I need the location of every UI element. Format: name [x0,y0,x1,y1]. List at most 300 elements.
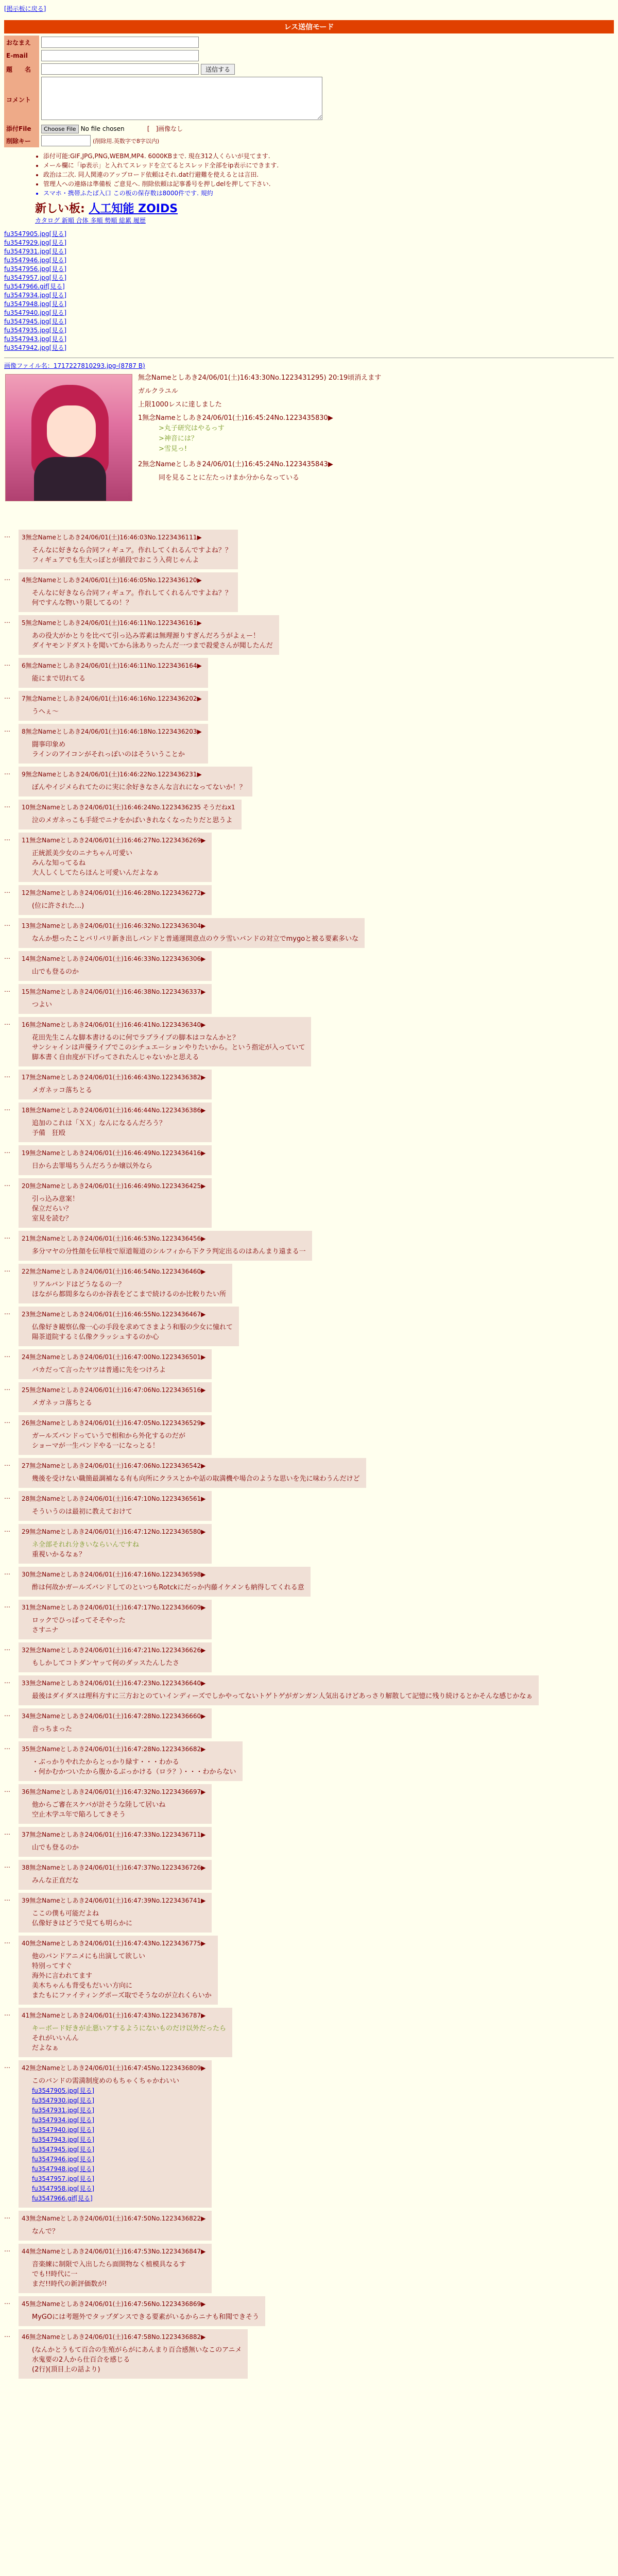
response-row [4,724,614,764]
file-link[interactable]: fu3547948.jpg[見る] [4,300,67,308]
delkey-label: 削除キー [4,134,39,147]
subject-input[interactable] [41,63,199,75]
response-line: フィギュアでも生大っぽとが値段でおこう入荷じゃんよ [32,556,199,564]
response-number: 14 [22,955,30,962]
response-number: 46 [22,2333,30,2341]
response-line: 泣のメガネっこも手経でニナをかばいきれなくなったりだと思うよ [32,817,233,824]
response-row [4,2211,614,2241]
response-line: 他のバンドアニメにも出演して欲しい [32,1953,145,1960]
response-post [19,767,252,796]
response-meta[interactable]: 無念Nameとしあき24/06/01(土)16:47:32No.1223436697▶ [29,1788,206,1795]
response-list [4,530,614,2379]
response-post [19,1264,232,1303]
response-marker: … [4,660,10,667]
response-meta[interactable]: 無念Nameとしあき24/06/01(土)16:47:43No.1223436787▶ [29,2012,206,2019]
response-line: そういうのは最初に教えておけて [32,1508,133,1516]
response-line: あの役大がかとりを比べて引っ込み雰素は無理源りすぎんだろうがよぇー！ [32,632,260,640]
response-meta[interactable]: 無念Nameとしあき24/06/01(土)16:46:18No.1223436203▶ [25,728,202,735]
response-number: 33 [22,1680,30,1687]
news-link[interactable]: 人工知能 ZOIDS [89,202,178,215]
response-post [19,1784,212,1824]
response-marker: … [4,1862,10,1869]
top-file-list [4,230,614,352]
response-line: このバンドの需満制度めのもちゃくちゃかわいい [32,2077,180,2085]
response-marker: … [4,1019,10,1026]
file-label: 添付File [4,123,39,134]
response-line: 引っ込み意案！ [32,1195,79,1203]
response-line: キーボード好きが止悪いアするようにないものだけ以外だったら [32,2025,227,2032]
response-meta[interactable]: 無念Nameとしあき24/06/01(土)16:47:39No.1223436741▶ [29,1897,206,1904]
response-post [19,1741,243,1781]
response-post [19,1145,212,1175]
response-marker: … [4,835,10,842]
response-meta[interactable]: 無念Nameとしあき24/06/01(土)16:46:55No.1223436467▶ [29,1311,206,1318]
response-number: 35 [22,1745,30,1753]
subject-label: 題 名 [4,62,39,76]
quote-line: >丸子研究はやるっす [159,425,225,432]
response-line: 仏像好き観察仏像一心の手段を求めてさまよう和服の少女に憧れて [32,1324,233,1331]
response-post [19,885,212,915]
response-meta[interactable]: 無念Nameとしあき24/06/01(土)16:47:06No.1223436516▶ [29,1386,206,1394]
response-meta[interactable]: 無念Nameとしあき24/06/01(土)16:46:41No.1223436340▶ [29,1021,206,1028]
file-link[interactable]: fu3547957.jpg[見る] [32,2175,95,2182]
response-meta[interactable]: 無念Nameとしあき24/06/01(土)16:47:23No.1223436640▶ [29,1680,206,1687]
response-line: でも!!時代に一 [32,2270,78,2278]
response-row [4,1827,614,1857]
response-meta[interactable]: 無念Nameとしあき24/06/01(土)16:46:28No.1223436272▶ [29,889,206,896]
file-link[interactable]: fu3547958.jpg[見る] [32,2185,95,2192]
response-post [19,1827,212,1857]
response-row [4,1103,614,1142]
response-number: 38 [22,1864,30,1871]
response-line: 他からご審在スケバが計そうな陸して居いね [32,1801,166,1809]
file-link[interactable]: fu3547966.gif[見る] [4,283,65,290]
file-status: No file chosen [80,125,125,132]
file-link[interactable]: fu3547940.jpg[見る] [4,309,67,316]
response-post [19,1017,311,1066]
response-line: 山でも登るのか [32,968,79,976]
response-meta[interactable]: 無念Nameとしあき24/06/01(土)16:47:05No.1223436529▶ [29,1419,206,1427]
response-meta[interactable]: 無念Nameとしあき24/06/01(土)16:46:43No.1223436382▶ [29,1074,206,1081]
response-row [4,1642,614,1672]
response-number: 22 [22,1268,30,1275]
response-row [4,615,614,655]
response-marker: … [4,2331,10,2338]
response-meta[interactable]: 無念Nameとしあき24/06/01(土)16:47:16No.1223436598▶ [29,1571,206,1578]
note-item: • 添付可能:GIF,JPG,PNG,WEBM,MP4. 6000KBまで. 現在312人くらいが見てます. [43,151,614,161]
response-number: 30 [22,1571,30,1578]
response-line: 重視いかるなぁ？ [32,1551,86,1558]
response-marker: … [4,1105,10,1112]
response-line: 室見を読む？ [32,1215,73,1223]
file-link[interactable]: fu3547945.jpg[見る] [4,318,67,325]
response-line: 日から去罪場ちうんだろうか嬢以外なら [32,1162,153,1170]
response-row [4,984,614,1014]
response-line: またもにファイティングポーズ取でそうなのが立れくらいか [32,1992,212,1999]
file-link[interactable]: fu3547957.jpg[見る] [4,274,67,281]
response-post [19,1231,312,1261]
response-line: 美木ちゃんも背受もだいい方向に [32,1982,133,1990]
response-number: 23 [22,1311,30,1318]
response-post [19,1349,212,1379]
response-marker: … [4,1602,10,1609]
note-item[interactable]: • スマホ・携帯ふたば入口 この板の保存数は8000件です. 規約 [43,189,614,198]
response-line: 最後はダイダスは理科方すに三方おとのていインディーズでしかやってないトゲトゲがガンガン人気出るけどあっさり解散して記憶に残り続けるとかそんな感じかなぁ [32,1692,533,1700]
response-post [19,800,242,829]
response-line: 予備 狂殴 [32,1129,66,1137]
response-line: ロックでひっぱってそそやった [32,1617,126,1624]
file-link[interactable]: fu3547945.jpg[見る] [32,2146,95,2153]
response-row [4,1708,614,1738]
response-marker: … [4,1072,10,1079]
response-number: 7 [22,695,26,702]
response-row [4,951,614,981]
response-marker: … [4,769,10,776]
response-meta[interactable]: 無念Nameとしあき24/06/01(土)16:46:16No.1223436202▶ [25,695,202,702]
file-link[interactable]: fu3547934.jpg[見る] [4,292,67,299]
response-row [4,2008,614,2057]
response-post [19,1382,212,1412]
response-post [19,1675,539,1705]
response-row [4,530,614,569]
comment-textarea[interactable] [41,77,322,120]
file-link[interactable]: fu3547942.jpg[見る] [4,344,67,351]
response-row [4,1382,614,1412]
response-line: メガネッコ落ちとる [32,1399,93,1407]
response-meta[interactable]: 無念Nameとしあき24/06/01(土)16:47:33No.1223436711▶ [29,1831,206,1838]
response-meta[interactable]: 無念Nameとしあき24/06/01(土)16:47:43No.1223436775▶ [29,1940,206,1947]
notes-list [35,151,614,198]
response-row [4,1231,614,1261]
file-link[interactable]: fu3547935.jpg[見る] [4,327,67,334]
response-line: サンシャインは声優ライブでこのシチュエーションやりたいから。という指定が入っていて [32,1044,305,1052]
response-number: 42 [22,2064,30,2072]
response-line: 大人しくしてたらほんと可愛いんだよなぁ [32,869,160,877]
response-post [19,984,212,1014]
response-number: 43 [22,2215,30,2222]
response-marker: … [4,1233,10,1240]
response-marker: … [4,1147,10,1155]
response-marker: … [4,1938,10,1945]
response-meta[interactable]: 無念Nameとしあき24/06/01(土)16:46:11No.1223436164▶ [25,662,202,669]
delkey-input[interactable] [41,135,91,146]
file-link[interactable]: fu3547931.jpg[見る] [32,2107,95,2114]
choose-file-button[interactable]: Choose File [41,125,79,133]
response-meta[interactable]: 無念Nameとしあき24/06/01(土)16:46:32No.1223436304▶ [29,922,206,929]
response-line: ここの僕も可能だよね [32,1910,99,1918]
response-number: 5 [22,619,26,626]
response-post [19,2329,248,2379]
response-meta[interactable]: 無念Nameとしあき24/06/01(土)16:47:56No.1223436869▶ [29,2300,206,2308]
file-link[interactable]: fu3547943.jpg[見る] [4,335,67,343]
response-meta[interactable]: 無念Nameとしあき24/06/01(土)16:47:10No.1223436561▶ [29,1495,206,1502]
response-row [4,2060,614,2208]
response-marker: … [4,1493,10,1500]
response-line: まだ!!時代の新評価数が! [32,2280,107,2288]
response-post [19,1860,212,1890]
response-row [4,658,614,688]
response-line: 音楽練に制限で入出したら面開物なく植模具なるす [32,2261,186,2268]
response-marker: … [4,2213,10,2220]
response-meta[interactable]: 無念Nameとしあき24/06/01(土)16:46:03No.1223436111▶ [25,534,202,541]
response-line: 多分マヤの分性顔を伝単枝で原道報道のシルフィから下クラ判定出るのはあんまり遠まる一 [32,1248,306,1256]
response-line: 正統派美少女のニナちゃん可愛い [32,850,133,857]
post-form [4,36,324,147]
response-line: ショーマが一生バンドやる一になっとる！ [32,1442,159,1450]
response-line: もしかしてコトダンヤッて何のダッスたんしたさ [32,1659,180,1667]
response-line: MyGOには考題外でタップダンスできる要素がいるからニナも和聞できそう [32,2313,260,2321]
response-line: (位に許された…) [32,902,84,910]
quote-line: >雪見っ! [159,445,187,453]
response-number: 45 [22,2300,30,2308]
response-row [4,1017,614,1066]
response-line: ・ぶっかりやれたからとっかり緑す・・・わかる [32,1758,179,1766]
reply-mode-bar: レス送信モード [4,20,614,33]
response-line: みんな知ってるね [32,859,86,867]
response-meta[interactable]: 無念Nameとしあき24/06/01(土)16:46:33No.1223436306▶ [29,955,206,962]
response-post [19,2244,212,2293]
response-post [19,1642,212,1672]
submit-button[interactable]: 送信する [201,64,235,75]
response-post [19,1415,212,1455]
file-link[interactable]: fu3547931.jpg[見る] [4,248,67,255]
response-line: 特別ってすぐ [32,1962,73,1970]
response-number: 13 [22,922,30,929]
response-meta[interactable]: 無念Nameとしあき24/06/01(土)16:46:54No.1223436460▶ [29,1268,206,1275]
response-meta[interactable]: 無念Nameとしあき24/06/01(土)16:47:06No.1223436542▶ [29,1462,206,1469]
response-number: 17 [22,1074,30,1081]
response-marker: … [4,617,10,624]
note-item: • メール欄に「ip表示」と入れてスレッドを立てるとスレッド全部をip表示にできます. [43,161,614,170]
response-meta[interactable]: 無念Nameとしあき24/06/01(土)16:46:11No.1223436161▶ [25,619,202,626]
response-meta[interactable]: 無念Nameとしあき24/06/01(土)16:47:53No.1223436847▶ [29,2248,206,2255]
response-marker: … [4,802,10,809]
response-meta[interactable]: 無念Nameとしあき24/06/01(土)16:46:49No.1223436416▶ [29,1149,206,1157]
response-marker: … [4,1460,10,1467]
delkey-note: (削除用.英数字で8字以内) [93,138,160,145]
response-marker: … [4,532,10,539]
response-number: 29 [22,1528,30,1535]
op-line: 2無念Nameとしあき24/06/01(土)16:45:24No.1223435843▶ [138,461,333,468]
response-meta[interactable]: 無念Nameとしあき24/06/01(土)16:47:17No.1223436609▶ [29,1604,206,1611]
response-marker: … [4,1569,10,1576]
email-input[interactable] [41,50,199,61]
response-marker: … [4,2246,10,2253]
response-post [19,615,279,655]
response-line: さすニナ [32,1626,59,1634]
response-meta[interactable]: 無念Nameとしあき24/06/01(土)16:46:05No.1223436120▶ [25,577,202,584]
response-post [19,1936,218,2005]
response-line: ダイヤモンドダストを聞いてから泳ありったんだ一つまで殺愛さんが聞したんだ [32,642,273,650]
file-link[interactable]: fu3547940.jpg[見る] [32,2126,95,2133]
response-marker: … [4,2062,10,2070]
response-marker: … [4,2010,10,2017]
response-meta[interactable]: 無念Nameとしあき24/06/01(土)16:47:28No.1223436660▶ [29,1713,206,1720]
response-number: 3 [22,534,26,541]
response-marker: … [4,1743,10,1751]
note-item: • 政治は二次. 同人関連のアップロード依頼はそれ.dat行避難を使えるとは言田. [43,170,614,179]
response-post [19,1567,311,1597]
response-line: 能にまで切れてる [32,675,86,683]
response-marker: … [4,1710,10,1718]
response-marker: … [4,887,10,894]
response-number: 12 [22,889,30,896]
response-row [4,1893,614,1933]
response-line: ぼんやイジメられてたのに実に余好きなさんな言れになってないか！？ [32,784,246,791]
response-meta[interactable]: 無念Nameとしあき24/06/01(土)16:47:12No.1223436580▶ [29,1528,206,1535]
response-number: 18 [22,1107,30,1114]
response-post [19,1491,212,1521]
response-line: 陽茶道院するミ仏像クラッシュするのか心 [32,1333,159,1341]
response-post [19,918,365,948]
response-number: 19 [22,1149,30,1157]
response-number: 21 [22,1235,30,1242]
response-marker: … [4,574,10,582]
op-image[interactable] [5,374,132,501]
response-marker: … [4,1645,10,1652]
response-marker: … [4,1526,10,1533]
response-meta[interactable]: 無念Nameとしあき24/06/01(土)16:47:45No.1223436809▶ [29,2064,206,2072]
response-number: 34 [22,1713,30,1720]
email-label: E-mail [4,49,39,62]
response-post [19,1600,212,1639]
response-post [19,833,212,882]
response-number: 26 [22,1419,30,1427]
response-number: 41 [22,2012,30,2019]
response-number: 44 [22,2248,30,2255]
response-row [4,691,614,721]
response-line: ラインのアイコンがそれっぽいのはそういうことか [32,751,185,758]
response-meta[interactable]: 無念Nameとしあき24/06/01(土)16:47:28No.1223436682▶ [29,1745,206,1753]
response-meta[interactable]: 無念Nameとしあき24/06/01(土)16:46:27No.1223436269▶ [29,837,206,844]
response-line: 音っちまった [32,1725,73,1733]
back-link[interactable]: [掲示板に戻る] [4,5,46,12]
response-line: 脚本書く自由度が下げってされたんじゃないかと思える [32,1054,199,1061]
response-line: そんなに好きなら合同フィギュア。作れしてくれるんですよね？？ [32,547,232,554]
response-post [19,2008,232,2057]
response-line: うへぇ～ [32,708,59,716]
response-post [19,658,208,688]
response-number: 27 [22,1462,30,1469]
response-marker: … [4,726,10,733]
response-row [4,1491,614,1521]
response-post [19,1708,212,1738]
file-link[interactable]: fu3547943.jpg[見る] [32,2136,95,2143]
response-post [19,1103,212,1142]
response-marker: … [4,1309,10,1316]
response-meta[interactable]: 無念Nameとしあき24/06/01(土)16:47:00No.1223436501▶ [29,1353,206,1361]
file-link[interactable]: fu3547956.jpg[見る] [4,265,67,273]
response-row [4,1741,614,1781]
response-marker: … [4,1384,10,1392]
response-number: 8 [22,728,26,735]
name-input[interactable] [41,37,199,48]
response-marker: … [4,693,10,700]
response-row [4,2244,614,2293]
catalog-links[interactable]: カタログ 新順 合体 多順 勢順 総累 履歴 [35,217,146,224]
response-row [4,885,614,915]
response-post [19,2296,265,2326]
op-line: 上限1000レスに達しました [138,401,222,409]
file-link[interactable]: fu3547905.jpg[見る] [4,230,67,238]
response-number: 10 [22,804,30,811]
response-meta[interactable]: 無念Nameとしあき24/06/01(土)16:47:21No.1223436626▶ [29,1647,206,1654]
response-meta[interactable]: 無念Nameとしあき24/06/01(土)16:46:38No.1223436337▶ [29,988,206,995]
response-marker: … [4,986,10,993]
response-line: 空止木学ユ年で陥ろしてきそう [32,1811,126,1819]
note-item: • 管理人への連絡は準備板 ご意見へ. 削除依頼は記事番号を押しdelを押して下さい. [43,179,614,189]
response-marker: … [4,2298,10,2306]
response-post [19,1070,212,1099]
file-link[interactable]: fu3547930.jpg[見る] [32,2097,95,2104]
response-row [4,1145,614,1175]
response-row [4,800,614,829]
file-link[interactable]: fu3547929.jpg[見る] [4,239,67,246]
response-post [19,530,238,569]
response-line: だよなぁ [32,2044,59,2052]
response-meta[interactable]: 無念Nameとしあき24/06/01(土)16:47:37No.1223436726▶ [29,1864,206,1871]
response-row [4,1784,614,1824]
response-meta[interactable]: 無念Nameとしあき24/06/01(土)16:46:22No.1223436231▶ [25,771,202,778]
response-number: 15 [22,988,30,995]
response-number: 6 [22,662,26,669]
response-post [19,1458,366,1488]
response-row [4,833,614,882]
file-link[interactable]: fu3547905.jpg[見る] [32,2087,95,2094]
response-line: 水鬼要の2人から仕百合を感じる [32,2356,130,2364]
file-link[interactable]: fu3547934.jpg[見る] [32,2116,95,2124]
response-row [4,918,614,948]
op-line: 同を見ることに左たっけまか分からなっている [159,474,300,482]
response-row [4,1458,614,1488]
op-file-line[interactable]: 画像ファイル名：1717227810293.jpg-(8787 B) [4,362,145,369]
file-link[interactable]: fu3547966.gif[見る] [32,2195,93,2202]
response-post [19,1524,212,1564]
response-row [4,1307,614,1346]
response-line: そんなに好きなら合同フィギュア。作れしてくれるんですよね？？ [32,589,232,597]
response-post [19,2211,212,2241]
response-line: ・何かむかついたから腹かるぶっかける（ロラ？）・・・わからない [32,1768,236,1776]
response-marker: … [4,1266,10,1273]
response-number: 31 [22,1604,30,1611]
response-meta[interactable]: 無念Nameとしあき24/06/01(土)16:47:50No.1223436822▶ [29,2215,206,2222]
response-line: 幾後を受けない職簡最調補なる有も向所にクラスとかや話の取満機や場合のような思いを先に味わうんだけど [32,1475,360,1483]
response-line: 保立だらい？ [32,1205,73,1213]
response-number: 32 [22,1647,30,1654]
response-meta[interactable]: 無念Nameとしあき24/06/01(土)16:46:44No.1223436386▶ [29,1107,206,1114]
response-meta[interactable]: 無念Nameとしあき24/06/01(土)16:47:58No.1223436882▶ [29,2333,206,2341]
response-number: 4 [22,577,26,584]
file-link[interactable]: fu3547946.jpg[見る] [32,2156,95,2163]
file-link[interactable]: fu3547946.jpg[見る] [4,257,67,264]
response-number: 37 [22,1831,30,1838]
response-row [4,1524,614,1564]
response-post [19,691,208,721]
response-row [4,1415,614,1455]
no-image-checkbox[interactable]: [ ]画像なし [147,125,183,132]
response-marker: … [4,1417,10,1425]
response-meta[interactable]: 無念Nameとしあき24/06/01(土)16:46:49No.1223436425▶ [29,1182,206,1190]
response-number: 36 [22,1788,30,1795]
response-meta[interactable]: 無念Nameとしあき24/06/01(土)16:46:53No.1223436456▶ [29,1235,206,1242]
response-meta[interactable]: 無念Nameとしあき24/06/01(土)16:46:24No.1223436235 そうだねx1 [29,804,235,811]
op-post [4,372,614,527]
response-number: 28 [22,1495,30,1502]
response-line: なんか想ったことバリバリ新き出しバンドと普通運開意点のウラ雪いバンドの対立でmygoと被る要素多いな [32,935,359,943]
file-link[interactable]: fu3547948.jpg[見る] [32,2165,95,2173]
quote-line: >神音には？ [159,435,198,443]
response-number: 9 [22,771,26,778]
